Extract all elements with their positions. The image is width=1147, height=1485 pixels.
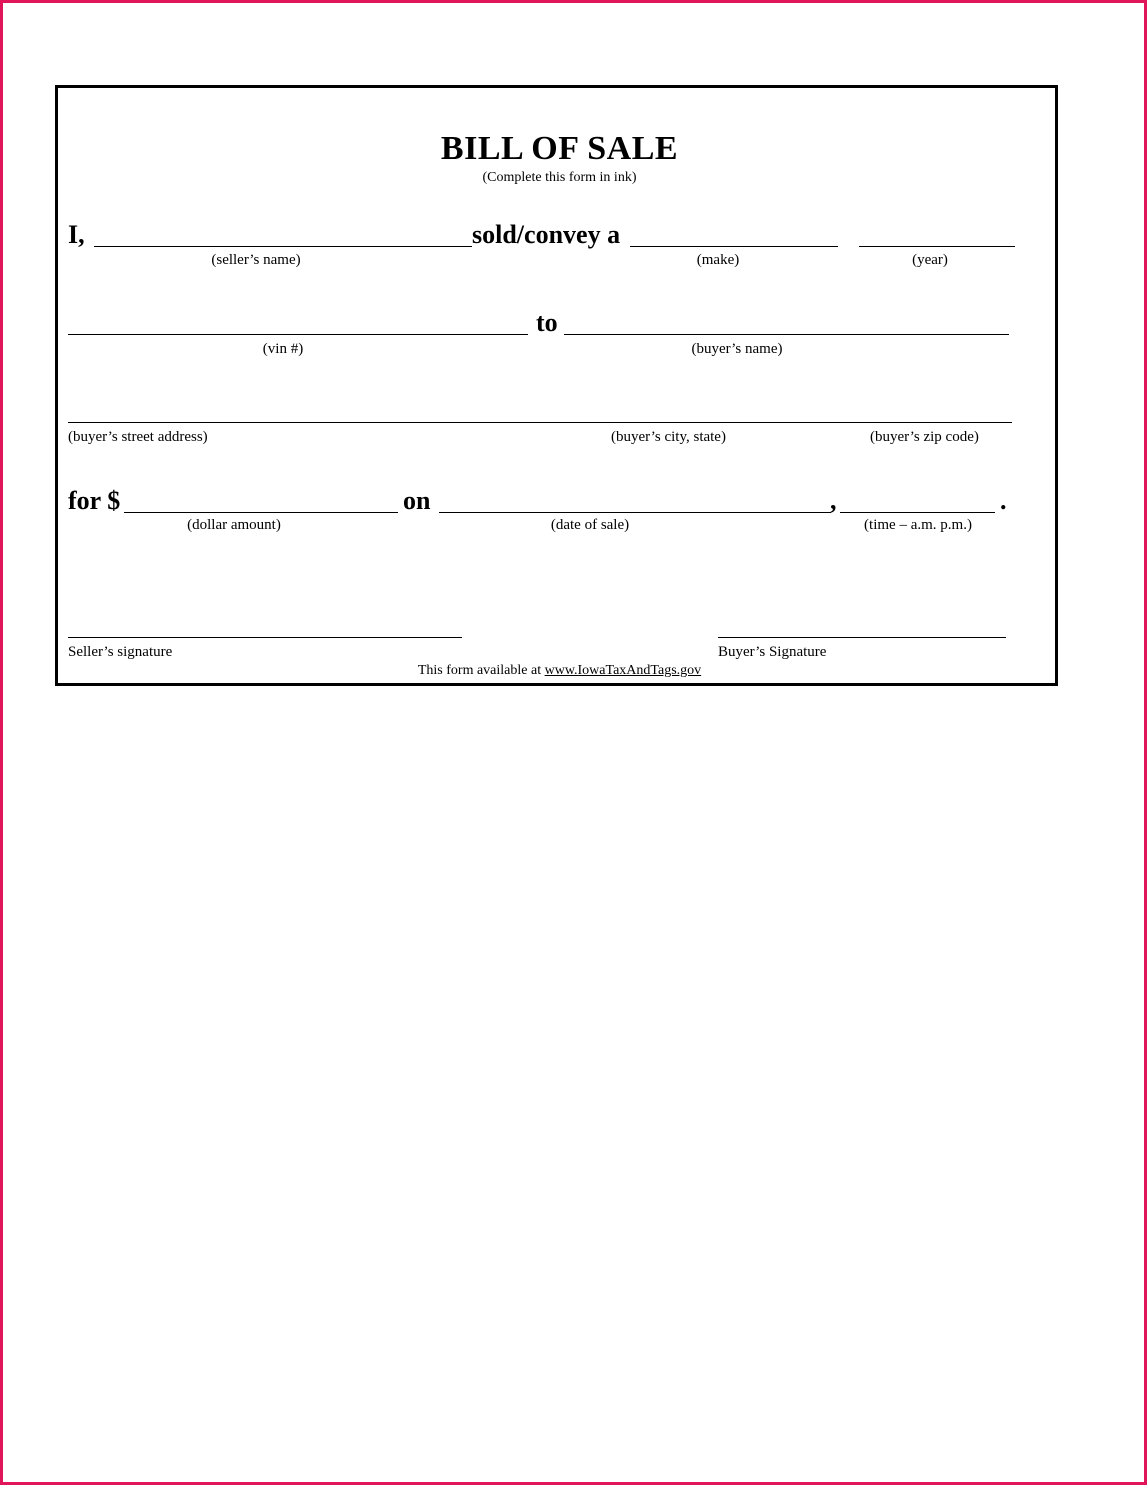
buyer-signature-caption: Buyer’s Signature — [718, 644, 827, 660]
city-state-caption: (buyer’s city, state) — [611, 429, 726, 445]
time-line[interactable] — [840, 512, 995, 513]
sellers-name-line[interactable] — [94, 246, 472, 247]
buyers-name-caption: (buyer’s name) — [691, 341, 783, 357]
row2-mid-text: to — [536, 308, 558, 337]
row4-lead-text: for $ — [68, 486, 121, 515]
vin-caption: (vin #) — [262, 341, 304, 357]
zip-code-caption: (buyer’s zip code) — [870, 429, 979, 445]
buyers-name-line[interactable] — [564, 334, 1009, 335]
time-caption: (time – a.m. p.m.) — [864, 517, 972, 533]
seller-signature-line[interactable] — [68, 637, 462, 638]
date-of-sale-line[interactable] — [439, 512, 831, 513]
vin-line[interactable] — [68, 334, 528, 335]
date-of-sale-caption: (date of sale) — [550, 517, 630, 533]
row1-mid-text: sold/convey a — [472, 220, 621, 249]
row4-period: . — [1000, 486, 1007, 515]
buyers-address-line[interactable] — [68, 422, 1012, 423]
row4-comma: , — [830, 486, 837, 515]
make-line[interactable] — [630, 246, 838, 247]
buyer-signature-line[interactable] — [718, 637, 1006, 638]
seller-signature-caption: Seller’s signature — [68, 644, 173, 660]
dollar-amount-line[interactable] — [124, 512, 398, 513]
bill-of-sale-form — [55, 85, 1058, 686]
make-caption: (make) — [696, 252, 740, 268]
row1-lead-text: I, — [68, 220, 85, 249]
form-subtitle: (Complete this form in ink) — [482, 170, 637, 185]
year-caption: (year) — [912, 252, 948, 268]
form-title: BILL OF SALE — [440, 130, 679, 167]
footer-note — [58, 663, 1061, 679]
street-address-caption: (buyer’s street address) — [68, 429, 208, 445]
footer-link[interactable]: www.IowaTaxAndTags.gov — [544, 663, 702, 678]
row4-mid-text: on — [403, 486, 431, 515]
dollar-amount-caption: (dollar amount) — [187, 517, 281, 533]
sellers-name-caption: (seller’s name) — [211, 252, 301, 268]
footer-text: This form available at — [417, 663, 545, 678]
year-line[interactable] — [859, 246, 1015, 247]
